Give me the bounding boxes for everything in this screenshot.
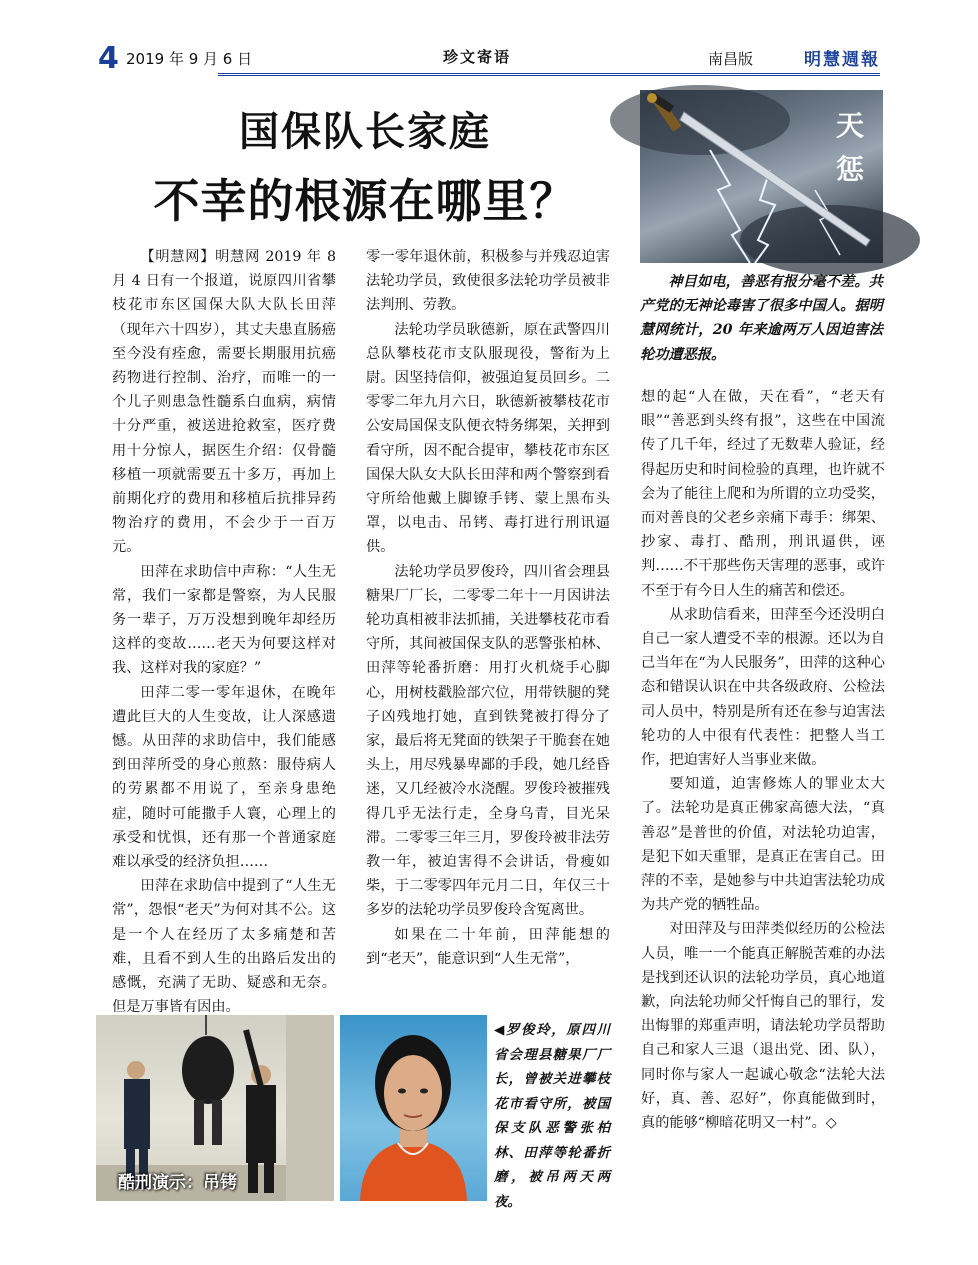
label-char: 天 xyxy=(835,109,864,142)
headline-line1: 国保队长家庭 xyxy=(239,108,491,155)
paragraph: 要知道，迫害修炼人的罪业太大了。法轮功是真正佛家高德大法，“真善忍”是普世的价值，对法轮功迫害，是犯下如天重罪，是真正在害自己。田萍的不幸，是她参与中共迫害法轮功成为共产党的牺牲品。 xyxy=(641,776,885,914)
article-column-3 xyxy=(641,385,885,1195)
paragraph: 从求助信看来，田萍至今还没明白自己一家人遭受不幸的根源。还以为自己当年在“为人民服务”，田萍的这种心态和错误认识在中共各级政府、公检法司人员中，特别是所有还在参与迫害法轮功的人中很有代表性：把整人当工作，把迫害好人当事业来做。 xyxy=(641,606,885,769)
sword-lightning-image xyxy=(640,90,883,263)
paragraph: 如果在二十年前，田萍能想的到“老天”，能意识到“人生无常”， xyxy=(366,926,610,967)
edition-name: 南昌版 xyxy=(708,50,754,68)
page-number: 4 xyxy=(98,41,119,76)
torture-photo-caption: 酷刑演示：吊铐 xyxy=(118,1173,237,1193)
article-column-1 xyxy=(112,245,336,1016)
sword-caption: 神目如电，善恶有报分毫不差。共产党的无神论毒害了很多中国人。据明慧网统计，20 年来逾两万人因迫害法轮功遭恶报。 xyxy=(640,274,883,363)
paper-name: 明慧週報 xyxy=(804,50,880,70)
label-char: 惩 xyxy=(835,153,864,186)
paragraph: 田萍二零一零年退休，在晚年遭此巨大的人生变故，让人深感遗憾。从田萍的求助信中，我们能感到田萍所受的身心煎熬：服侍病人的劳累都不用说了，至亲身患绝症，随时可能撒手人寰，心理上的承受和忧惧，还有那一个普通家庭难以承受的经济负担…… xyxy=(112,684,336,871)
paragraph: 法轮功学员罗俊玲，四川省会理县糖果厂厂长，二零零二年十一月因讲法轮功真相被非法抓捕，关进攀枝花市看守所，其间被国保支队的恶警张柏林、田萍等轮番折磨：用打火机烧手心脚心，用树枝戳脸部穴位，用带铁腿的凳子凶残地打她，直到铁凳被打得分了家，最后将无凳面的铁架子干脆套在她头上，用尽残暴卑鄙的手段，她几经昏迷，又几经被冷水浇醒。罗俊玲被摧残得几乎无法行走，全身乌青，目光呆滞。二零零三年三月，罗俊玲被非法劳教一年，被迫害得不会讲话，骨瘦如柴，于二零零四年元月二日，年仅三十多岁的法轮功学员罗俊玲含冤离世。 xyxy=(366,563,610,919)
portrait-illustration xyxy=(340,1015,487,1201)
headline-line2: 不幸的根源在哪里？ xyxy=(153,174,577,228)
page-header xyxy=(98,42,880,76)
portrait-caption: ◀罗俊玲，原四川省会理县糖果厂厂长，曾被关进攀枝花市看守所，被国保支队恶警张柏林、田萍等轮番折磨，被吊两天两夜。 xyxy=(494,1022,610,1210)
header-rule xyxy=(218,73,880,76)
paragraph: 想的起“人在做，天在看”，“老天有眼”“善恶到头终有报”，这些在中国流传了几千年，经过了无数辈人验证，经得起历史和时间检验的真理，也许就不会为了能往上爬和为所谓的立功受奖，而对善良的父老乡亲痛下毒手：绑架、抄家、毒打、酷刑，刑讯逼供，诬判……不干那些伤天害理的恶事，或许不至于有今日人生的痛苦和偿还。 xyxy=(641,389,885,599)
paragraph: 对田萍及与田萍类似经历的公检法人员，唯一一个能真正解脱苦难的办法是找到还认识的法轮功学员，真心地道歉，向法轮功师父忏悔自己的罪行，发出悔罪的郑重声明，请法轮功学员帮助自己和家人三退（退出党、团、队），同时你与家人一起诚心敬念“法轮大法好，真、善、忍好”，你真能做到时，真的能够“柳暗花明又一村”。◇ xyxy=(641,921,885,1132)
paragraph: 零一零年退休前，积极参与并残忍迫害法轮功学员，致使很多法轮功学员被非法判刑、劳教。 xyxy=(366,249,610,314)
portrait-photo xyxy=(340,1015,487,1201)
paragraph: 田萍在求助信中提到了“人生无常”，怨恨“老天”为何对其不公。这是一个人在经历了太多痛楚和苦难，且看不到人生的出路后发出的感慨，充满了无助、疑惑和无奈。但是万事皆有因由。 xyxy=(112,878,336,1016)
issue-date: 2019 年 9 月 6 日 xyxy=(126,50,253,68)
paragraph: 【明慧网】明慧网 2019 年 8 月 4 日有一个报道，说原四川省攀枝花市东区国保大队大队长田萍（现年六十四岁），其丈夫患直肠癌至今没有痊愈，需要长期服用抗癌药物进行控制、治疗，而唯一的一个儿子则患急性髓系白血病，病情十分严重，被送进抢救室，医疗费用十分惊人，据医生介绍：仅骨髓移植一项就需要五十多万，再加上前期化疗的费用和移植后抗排异药物治疗的费用，不会少于一百万元。 xyxy=(112,249,336,556)
section-name: 珍文寄语 xyxy=(443,48,512,66)
article-column-2 xyxy=(366,245,610,995)
paragraph: 法轮功学员耿德新，原在武警四川总队攀枝花市支队服现役，警衔为上尉。因坚持信仰，被强迫复员回乡。二零零二年九月六日，耿德新被攀枝花市公安局国保支队便衣特务绑架，关押到看守所，因不配合提审，攀枝花市东区国保大队女大队长田萍和两个警察到看守所给他戴上脚镣手铐、蒙上黑布头罩，以电击、吊铐、毒打进行刑讯逼供。 xyxy=(366,321,610,556)
sword-image-label xyxy=(827,104,873,192)
paragraph: 田萍在求助信中声称：“人生无常，我们一家都是警察，为人民服务一辈子，万万没想到晚年却经历这样的变故……老天为何要这样对我、这样对我的家庭？” xyxy=(112,563,336,677)
torture-demo-photo xyxy=(96,1015,334,1201)
